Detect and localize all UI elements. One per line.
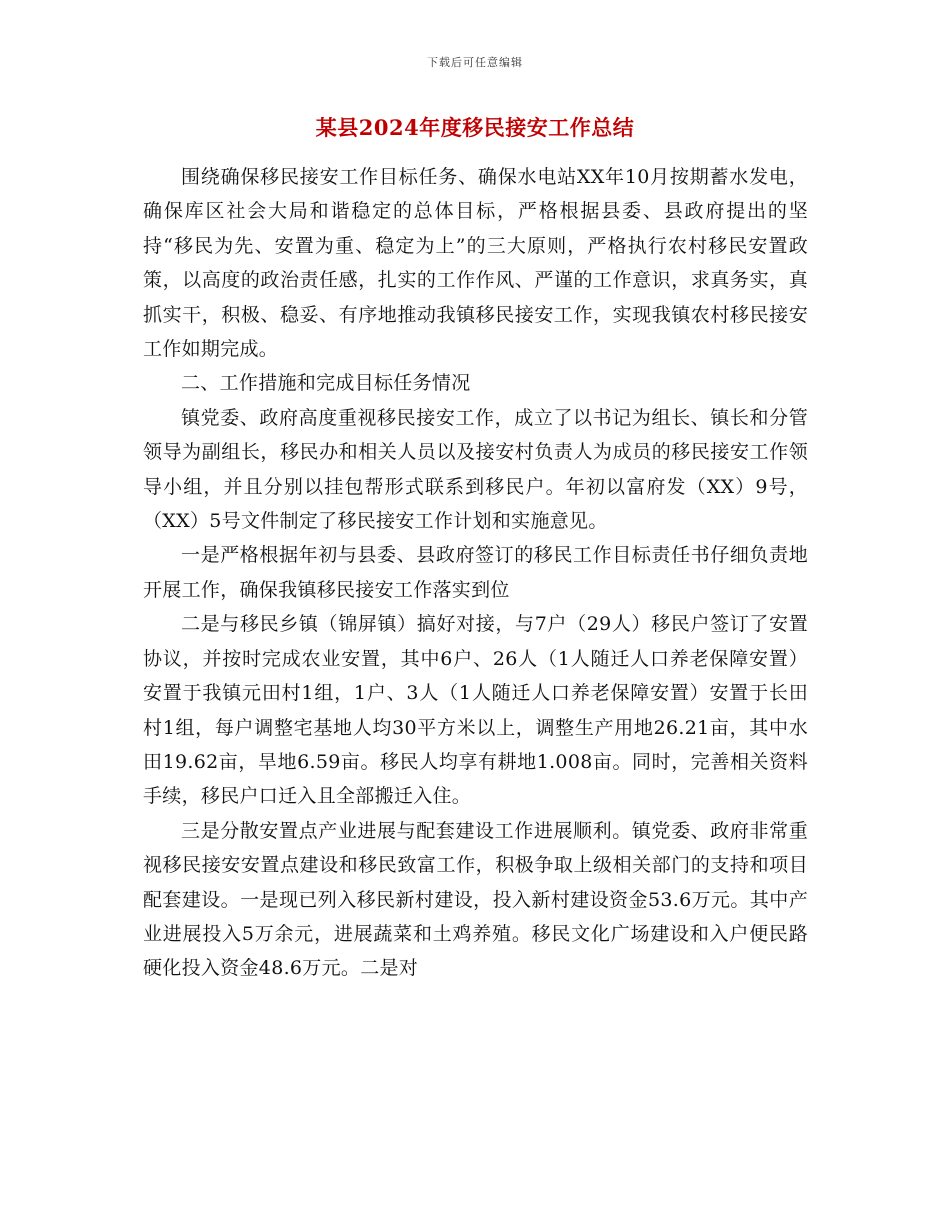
header-note: 下载后可任意编辑 [427, 56, 523, 69]
document-body [143, 160, 808, 986]
paragraph-item-one: 一是严格根据年初与县委、县政府签订的移民工作目标责任书仔细负责地开展工作，确保我镇移民接安工作落实到位 [143, 544, 808, 601]
document-title: 某县2024年度移民接安工作总结 [315, 115, 635, 140]
section-heading: 二、工作措施和完成目标任务情况 [181, 372, 471, 395]
paragraph-intro: 围绕确保移民接安工作目标任务、确保水电站XX年10月按期蓄水发电，确保库区社会大局和谐稳定的总体目标，严格根据县委、县政府提出的坚持“移民为先、安置为重、稳定为上”的三大原则，严格执行农村移民安置政策，以高度的政治责任感，扎实的工作作风、严谨的工作意识，求真务实，真抓实干，积极、稳妥、有序地推动我镇移民接安工作，实现我镇农村移民接安工作如期完成。 [143, 166, 808, 361]
paragraph-item-three: 三是分散安置点产业进展与配套建设工作进展顺利。镇党委、政府非常重视移民接安安置点建设和移民致富工作，积极争取上级相关部门的支持和项目配套建设。一是现已列入移民新村建设，投入新村建设资金53.6万元。其中产业进展投入5万余元，进展蔬菜和土鸡养殖。移民文化广场建设和入户便民路硬化投入资金48.6万元。二是对 [143, 819, 808, 980]
paragraph-item-two: 二是与移民乡镇（锦屏镇）搞好对接，与7户（29人）移民户签订了安置协议，并按时完成农业安置，其中6户、26人（1人随迁人口养老保障安置）安置于我镇元田村1组，1户、3人（1人随迁人口养老保障安置）安置于长田村1组，每户调整宅基地人均30平方米以上，调整生产用地26.21亩，其中水田19.62亩，旱地6.59亩。移民人均享有耕地1.008亩。同时，完善相关资料手续，移民户口迁入且全部搬迁入住。 [143, 613, 808, 808]
paragraph-leadership: 镇党委、政府高度重视移民接安工作，成立了以书记为组长、镇长和分管领导为副组长，移民办和相关人员以及接安村负责人为成员的移民接安工作领导小组，并且分别以挂包帮形式联系到移民户。年初以富府发（XX）9号，（XX）5号文件制定了移民接安工作计划和实施意见。 [143, 406, 808, 533]
